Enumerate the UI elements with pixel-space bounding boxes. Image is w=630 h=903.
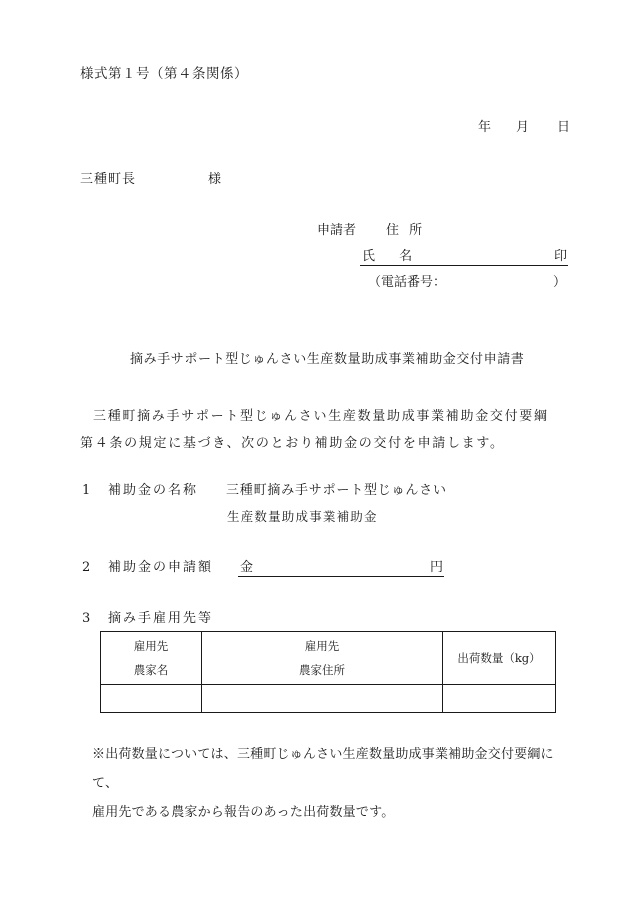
- form-number: 様式第１号（第４条関係）: [80, 66, 248, 82]
- phone-number-label: （電話番号：: [368, 275, 447, 290]
- amount-input-line[interactable]: [238, 560, 444, 577]
- item-1-number: 1: [82, 483, 91, 498]
- date-day-label: 日: [557, 120, 571, 135]
- applicant-label: 申請者: [317, 223, 357, 238]
- employer-table: [100, 631, 556, 713]
- footnote: [92, 740, 572, 827]
- amount-suffix: 円: [430, 560, 444, 575]
- addressee-honorific: 様: [208, 172, 222, 187]
- footnote-line2: 雇用先である農家から報告のあった出荷数量です。: [92, 805, 395, 820]
- document-title: 摘み手サポート型じゅんさい生産数量助成事業補助金交付申請書: [130, 352, 525, 367]
- amount-prefix: 金: [240, 560, 254, 575]
- item-3-number: 3: [82, 611, 91, 626]
- cell-shipment-quantity[interactable]: [443, 685, 556, 713]
- cell-farm-address[interactable]: [202, 685, 443, 713]
- seal-mark: 印: [554, 249, 568, 264]
- applicant-name-label: 氏 名: [362, 249, 423, 264]
- header-farm-name: [101, 632, 202, 685]
- item-1-value-line2: 生産数量助成事業補助金: [227, 509, 378, 524]
- item-3-label: 摘み手雇用先等: [108, 611, 214, 626]
- applicant-address-label: 住 所: [386, 223, 426, 238]
- table-header-row: [101, 632, 556, 685]
- footnote-line1: ※出荷数量については、三種町じゅんさい生産数量助成事業補助金交付要綱にて、: [92, 747, 554, 791]
- table-row: [101, 685, 556, 713]
- body-paragraph: 三種町摘み手サポート型じゅんさい生産数量助成事業補助金交付要綱第４条の規定に基づき、次のとおり補助金の交付を申請します。: [80, 409, 549, 451]
- item-2-label: 補助金の申請額: [108, 560, 214, 575]
- header-farm-address-line1: 雇用先: [304, 639, 340, 653]
- cell-farm-name[interactable]: [101, 685, 202, 713]
- header-shipment-quantity: [443, 632, 556, 685]
- item-2-number: 2: [82, 560, 91, 575]
- header-farm-address-line2: 農家住所: [299, 663, 345, 677]
- header-farm-name-line2: 農家名: [133, 663, 169, 677]
- addressee-name: 三種町長: [80, 172, 137, 187]
- header-farm-name-line1: 雇用先: [133, 639, 169, 653]
- item-1-label: 補助金の名称: [108, 483, 199, 498]
- date-month-label: 月: [516, 120, 530, 135]
- header-farm-address: [202, 632, 443, 685]
- item-1-value-line1: 三種町摘み手サポート型じゅんさい: [226, 483, 447, 498]
- phone-number-close: ）: [553, 275, 567, 290]
- header-shipment-quantity-label: 出荷数量（kg）: [457, 651, 541, 665]
- date-year-label: 年: [478, 120, 492, 135]
